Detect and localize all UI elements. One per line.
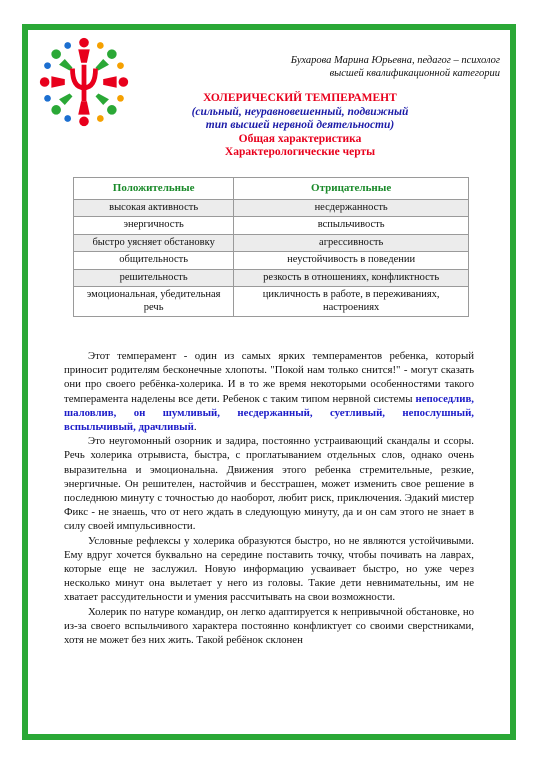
col-header-positive: Положительные <box>74 178 234 200</box>
paragraph-1-start: Этот темперамент - один из самых ярких темпераментов ребенка, который приносит родителям бесконечные хлопоты. "Покой нам только снится!" - могут сказать они про своего ребёнка-холерика. И в то же время некоторыми особенностями такого темперамента наделены все дети. Ребенок с таким типом нервной системы <box>64 350 474 405</box>
general-heading: Общая характеристика <box>238 132 362 145</box>
positive-cell: решительность <box>74 269 234 287</box>
paragraph-3: Условные рефлексы у холерика образуются быстро, но не являются устойчивыми. Ему вдруг хочется буквально на середине поставить точку, чтобы почивать на лаврах, которые еще не заслужил. Новую информацию усваивает быстро, но уже через несколько минут она вылетает у него из головы. Такие дети невнимательны, им не хватает рассудительности и умения рассчитывать на свои возможности. <box>64 534 474 604</box>
positive-cell: энергичность <box>74 217 234 235</box>
subtitle-line-2: тип высшей нервной деятельности) <box>205 119 395 131</box>
title-block <box>100 92 500 160</box>
positive-cell: общительность <box>74 252 234 270</box>
author-line-2: высшей квалификационной категории <box>329 68 500 79</box>
body-text <box>64 349 474 647</box>
negative-cell: агрессивность <box>234 234 469 252</box>
negative-cell: резкость в отношениях, конфликтность <box>234 269 469 287</box>
paragraph-4: Холерик по натуре командир, он легко адаптируется к непривычной обстановке, но из-за своего вспыльчивого характера постоянно конфликтует со своими сверстниками, хотя не может без них жить. Такой ребёнок склонен <box>64 605 474 647</box>
negative-cell: несдержанность <box>234 199 469 217</box>
negative-cell: неустойчивость в поведении <box>234 252 469 270</box>
author-credit <box>200 54 500 80</box>
col-header-negative: Отрицательные <box>234 178 469 200</box>
table-header-row <box>74 178 469 200</box>
negative-cell: вспыльчивость <box>234 217 469 235</box>
paragraph-1-end: . <box>193 421 197 434</box>
table-row <box>74 199 469 217</box>
trait-highlight: непоседлив, шаловлив, он шумливый, несдержанный, суетливый, непослушный, вспыльчивый, драчливый <box>64 392 474 434</box>
author-line-1: Бухарова Марина Юрьевна, педагог – психолог <box>290 55 500 66</box>
negative-cell: цикличность в работе, в переживаниях, настроениях <box>234 287 469 317</box>
paragraph-2: Это неугомонный озорник и задира, постоянно устраивающий скандалы и ссоры. Речь холерика отрывиста, быстра, с проглатыванием отдельных слов, однако очень выразительна и эмоциональна. Движения этого ребенка стремительные, резкие, энергичные. Он решителен, настойчив и бесстрашен, может изменить свое решение в последнюю минуту с точностью до наоборот, любит риск, приключения. Эдакий мистер Фикс - не знаешь, что от него ждать в следующую минуту, да и он сам этого не знает в силу своей импульсивности. <box>64 435 474 533</box>
positive-cell: эмоциональная, убедительная речь <box>74 287 234 317</box>
traits-table <box>73 177 469 317</box>
positive-cell: высокая активность <box>74 199 234 217</box>
table-row <box>74 287 469 317</box>
subtitle-line-1: (сильный, неуравновешенный, подвижный <box>191 105 409 118</box>
positive-cell: быстро уясняет обстановку <box>74 234 234 252</box>
table-row <box>74 269 469 287</box>
table-row <box>74 252 469 270</box>
paragraph-1 <box>64 349 474 434</box>
table-row <box>74 217 469 235</box>
page-title: ХОЛЕРИЧЕСКИЙ ТЕМПЕРАМЕНТ <box>203 92 397 104</box>
traits-heading: Характерологические черты <box>224 146 376 158</box>
table-row <box>74 234 469 252</box>
